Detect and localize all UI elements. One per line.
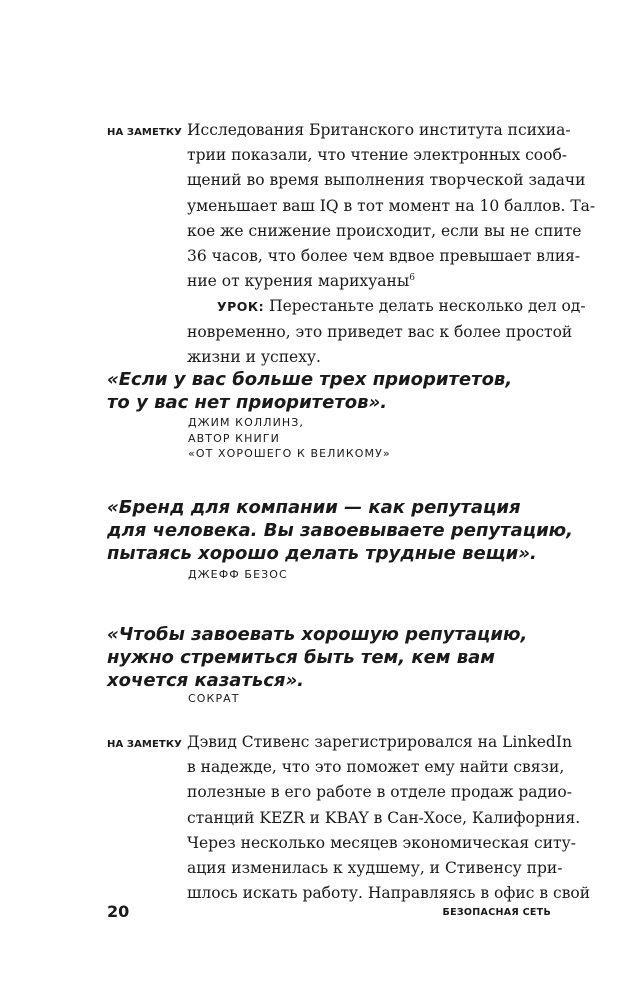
quote-attribution: [188, 415, 391, 462]
quote-line: для человека. Вы завоевываете репутацию,: [107, 520, 574, 541]
text-line: шлось искать работу. Направляясь в офис в свой: [187, 884, 591, 903]
note-label: НА ЗАМЕТКУ: [107, 739, 182, 750]
quote-line: хочется казаться».: [107, 670, 305, 691]
attribution-line: ДЖЕФФ БЕЗОС: [188, 568, 288, 581]
text-line: полезные в его работе в отделе продаж радио-: [187, 783, 572, 802]
attribution-line: СОКРАТ: [188, 692, 240, 705]
attribution-line: АВТОР КНИГИ: [188, 431, 280, 445]
text-line: [187, 269, 551, 294]
attribution-line: «ОТ ХОРОШЕГО К ВЕЛИКОМУ»: [188, 447, 391, 460]
quote-socrates: [107, 623, 527, 692]
text-line: жизни и успеху.: [187, 347, 321, 366]
quote-bezos: [107, 496, 573, 565]
note-paragraph-2: [187, 730, 591, 906]
note-label: НА ЗАМЕТКУ: [107, 127, 182, 138]
attribution-line: ДЖИМ КОЛЛИНЗ,: [188, 416, 305, 429]
quote-line: «Если у вас больше трех приоритетов,: [107, 369, 513, 390]
text-line: Исследования Британского института психиа-: [187, 121, 571, 139]
quote-collins: [107, 368, 512, 414]
text-line: 36 часов, что более чем вдвое превышает влия-: [187, 247, 581, 266]
note-paragraph-1: [187, 118, 596, 370]
text-line: станций KEZR и KBAY в Сан-Хосе, Калифорния.: [187, 808, 581, 827]
text-line: в надежде, что это поможет ему найти связи,: [187, 758, 565, 777]
quote-line: то у вас нет приоритетов».: [107, 392, 388, 413]
text-line: трии показали, что чтение электронных сооб-: [187, 146, 568, 165]
text-line: Дэвид Стивенс зарегистрировался на LinkedIn: [187, 733, 572, 751]
text-line: щений во время выполнения творческой задачи: [187, 171, 586, 190]
text-line: новременно, это приведет вас к более простой: [187, 322, 573, 341]
text-fragment: Перестаньте делать несколько дел од-: [264, 297, 586, 316]
quote-attribution: [188, 567, 288, 583]
text-line: Через несколько месяцев экономическая ситу-: [187, 833, 576, 852]
quote-line: нужно стремиться быть тем, кем вам: [107, 647, 496, 668]
quote-attribution: [188, 691, 240, 707]
page-number: 20: [107, 902, 130, 921]
quote-line: пытаясь хорошо делать трудные вещи».: [107, 543, 537, 564]
footnote-marker: 6: [409, 273, 415, 284]
quote-line: «Бренд для компании — как репутация: [107, 497, 521, 518]
running-title: БЕЗОПАСНАЯ СЕТЬ: [442, 907, 551, 918]
text-line: уменьшает ваш IQ в тот момент на 10 баллов. Та-: [187, 196, 596, 215]
lesson-line: [187, 294, 586, 319]
quote-line: «Чтобы завоевать хорошую репутацию,: [107, 624, 528, 645]
text-line: ация изменилась к худшему, и Стивенсу при-: [187, 859, 563, 878]
text-fragment: ние от курения марихуаны: [187, 272, 410, 291]
text-line: кое же снижение происходит, если вы не спите: [187, 221, 582, 240]
lesson-label: УРОК:: [217, 299, 265, 315]
